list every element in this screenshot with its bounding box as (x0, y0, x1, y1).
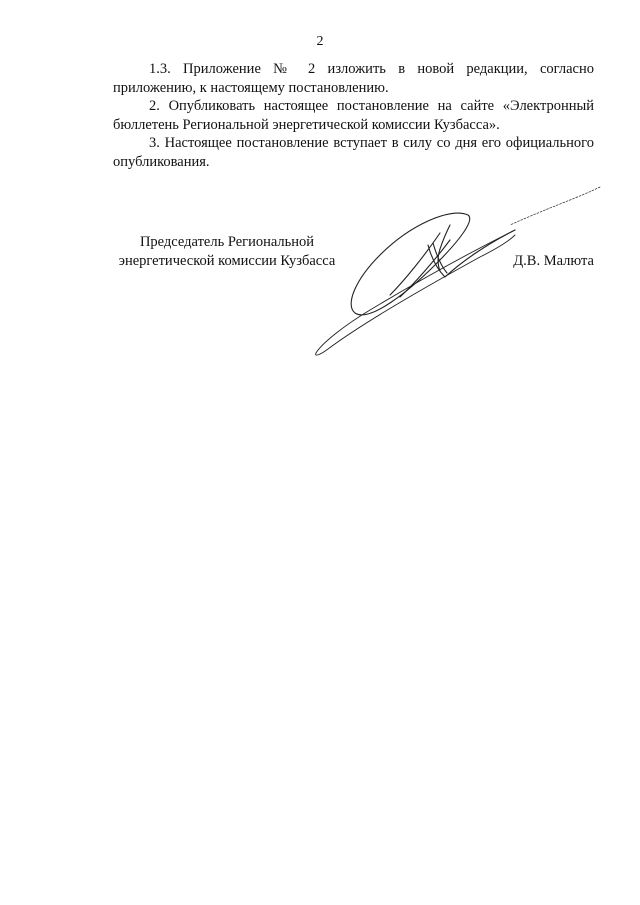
signer-title-line-1: Председатель Региональной (139, 234, 315, 250)
paragraph-1-3: 1.3. Приложение № 2 изложить в новой редакции, согласно приложению, к настоящему постановлению. (113, 61, 594, 96)
paragraph-3: 3. Настоящее постановление вступает в силу со дня его официального опубликования. (113, 135, 594, 170)
signer-title-line-2: энергетической комиссии Кузбасса (118, 253, 336, 269)
page-number: 2 (316, 34, 324, 49)
signer-name: Д.В. Малюта (513, 253, 594, 269)
handwritten-signature (300, 185, 610, 360)
document-body (113, 60, 594, 172)
paragraph-2: 2. Опубликовать настоящее постановление на сайте «Электронный бюллетень Региональной энергетической комиссии Кузбасса». (113, 98, 594, 133)
